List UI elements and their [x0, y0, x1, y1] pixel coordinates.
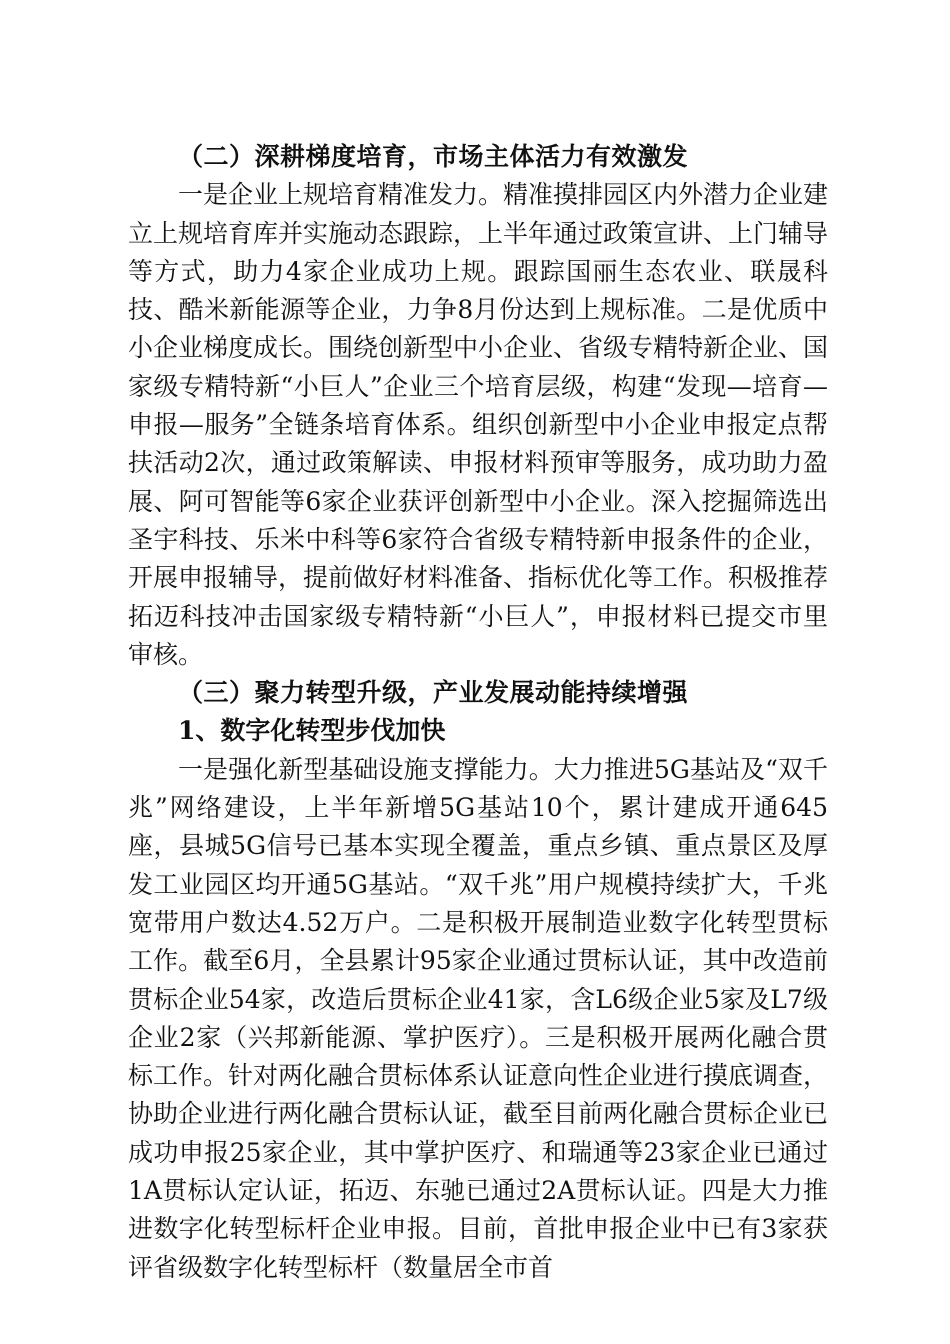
- section-heading: （二）深耕梯度培育，市场主体活力有效激发: [178, 142, 689, 171]
- document-body: [128, 138, 828, 1287]
- section-heading: （三）聚力转型升级，产业发展动能持续增强: [178, 678, 689, 708]
- subsection-heading: 1、数字化转型步伐加快: [178, 716, 446, 746]
- body-paragraph: 一是强化新型基础设施支撑能力。大力推进5G基站及“双千兆”网络建设，上半年新增5G基站10个，累计建成开通645座，县城5G信号已基本实现全覆盖，重点乡镇、重点景区及厚发工业园区均开通5G基站。“双千兆”用户规模持续扩大，千兆宽带用户数达4.52万户。二是积极开展制造业数字化转型贯标工作。截至6月，全县累计95家企业通过贯标认证，其中改造前贯标企业54家，改造后贯标企业41家，含L6级企业5家及L7级企业2家（兴邦新能源、掌护医疗）。三是积极开展两化融合贯标工作。针对两化融合贯标体系认证意向性企业进行摸底调查，协助企业进行两化融合贯标认证，截至目前两化融合贯标企业已成功申报25家企业，其中掌护医疗、和瑞通等23家企业已通过1A贯标认定认证，拓迈、东驰已通过2A贯标认证。四是大力推进数字化转型标杆企业申报。目前，首批申报企业中已有3家获评省级数字化转型标杆（数量居全市首: [128, 754, 829, 1282]
- body-paragraph: 一是企业上规培育精准发力。精准摸排园区内外潜力企业建立上规培育库并实施动态跟踪，上半年通过政策宣讲、上门辅导等方式，助力4家企业成功上规。跟踪国丽生态农业、联晟科技、酷米新能源等企业，力争8月份达到上规标准。二是优质中小企业梯度成长。围绕创新型中小企业、省级专精特新企业、国家级专精特新“小巨人”企业三个培育层级，构建“发现—培育—申报—服务”全链条培育体系。组织创新型中小企业申报定点帮扶活动2次，通过政策解读、申报材料预审等服务，成功助力盈展、阿可智能等6家企业获评创新型中小企业。深入挖掘筛选出圣宇科技、乐米中科等6家符合省级专精特新申报条件的企业，开展申报辅导，提前做好材料准备、指标优化等工作。积极推荐拓迈科技冲击国家级专精特新“小巨人”，申报材料已提交市里审核。: [128, 180, 829, 669]
